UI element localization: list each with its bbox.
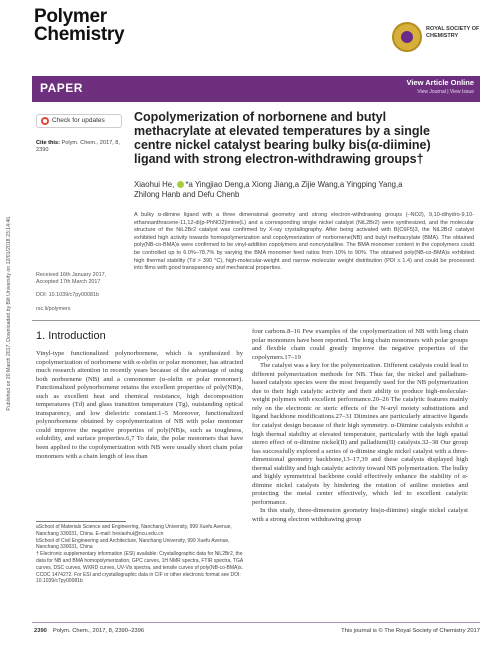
download-note: Published on 20 March 2017. Downloaded by Bilt University on 12/01/2018 23:14:46. — [6, 215, 12, 411]
footnote-divider — [36, 521, 126, 522]
doi[interactable]: DOI: 10.1039/c7py00081b — [36, 292, 99, 299]
intro-paragraph-3: In this study, three-dimension geometry bis(α-diimine) single nickel catalyst with a strong electron withdrawing group — [252, 507, 468, 524]
check-for-updates-label: Check for updates — [52, 117, 105, 124]
introduction-heading: 1. Introduction — [36, 330, 106, 342]
crossmark-icon — [41, 117, 49, 125]
authors-line1-rest: *a Yingjiao Deng,a Xiong Jiang,a Zijie Wang,a Yingping Yang,a — [185, 180, 403, 189]
intro-paragraph-1: Vinyl-type functionalized polynorbornene, which is synthesized by copolymerization of norbornene with α-olefin or polar monomer, has attracted much research attention in recently years because of the advantage of using both norbornene (NB) and a comonomer (α-olefin or polar monomer). Functionalized polynorbornene retains the excellent properties of poly(NB)s, such as excellent heat and chemical resistance, high decomposition temperatures (Td) and glass transition temperature (Tg), outstanding optical transparency, and low dielectric constant.1–5 Moreover, functionalized polynorbornene obtained by copolymerization of NB with polar monomer could improve the negative properties of poly(NB)s, such as toughness, solubility, and surface properties.6,7 To date, the polar monomers that have been applied to the copolymerization with NB were usually short chain polar monomers with a chain length of less than — [36, 350, 243, 460]
view-journal-issue-links[interactable]: View Journal | View Issue — [417, 89, 474, 95]
journal-name-line1: Polymer — [34, 6, 107, 27]
page-number: 2390 — [34, 628, 47, 634]
journal-name — [34, 8, 124, 44]
body-column-left — [36, 350, 243, 461]
footer-citation — [34, 628, 144, 634]
section-divider — [32, 320, 480, 321]
rsc-seal-icon — [392, 22, 422, 52]
download-watermark — [2, 150, 14, 480]
affiliation-b: bSchool of Civil Engineering and Architecture, Nanchang University, 999 Xuefu Avenue, Nanchang 330031, China — [36, 537, 230, 551]
footer-copyright: This journal is © The Royal Society of Chemistry 2017 — [341, 628, 480, 634]
footnotes — [36, 524, 243, 585]
article-title: Copolymerization of norbornene and butyl methacrylate at elevated temperatures by a single centre nickel catalyst bearing bulky bis(α-diimine) ligand with strong electron-withdrawing groups† — [134, 110, 431, 166]
article-type-banner — [32, 76, 480, 102]
received-date: Received 16th January 2017, — [36, 272, 107, 278]
affiliation-a: aSchool of Materials Science and Engineering, Nanchang University, 999 Xuefu Avenue, Nanchang 330031, China. E-mail: hexiaohui@ncu.edu.cn — [36, 524, 232, 537]
journal-name-line2: Chemistry — [34, 24, 125, 45]
view-article-online-link[interactable]: View Article Online — [406, 78, 474, 87]
accepted-date: Accepted 17th March 2017 — [36, 279, 101, 286]
intro-paragraph-2: The catalyst was a key for the polymerization. Different catalysts could lead to different polymerization methods for NB. Thus far, the nickel and palladium-based catalysts species were the most frequently used for the NB polymerization due to their high catalytic activity and their ability to produce high-molecular-weight polymers with excellent performance.20–26 The catalytic features mainly rely on the electronic or steric effects of the N-aryl moiety substitutions and ligand backbone modifications.27–31 Diimines are particularly attractive ligands for catalyst design because of their high symmetry. α-Diimine catalysts exhibit a high thermal stability at elevated temperature, particularly with the high spatial stereo effect of α-diimine nickel(II) and palladium(II) catalysts.32–38 Our group has successfully explored a series of α-diimine single nickel catalyst with a three-dimensional geometry backbone,13–17,39 and these catalysts displayed high thermal stability and high catalytic activity toward NB polymerization. The bulky and highly symmetrical backbone could effectively enhance the stability of α-diimine nickel catalysts by hindering the rotation of aniline moieties and protecting the metal center effectively, which led to excellent catalytic performance. — [252, 362, 468, 506]
rsc-logo — [392, 20, 482, 56]
view-links — [406, 78, 474, 95]
check-for-updates-button[interactable] — [36, 114, 122, 128]
cite-text: Polym. Chem., 2017, 8, 2390 — [36, 140, 120, 153]
orcid-icon[interactable] — [177, 181, 184, 188]
article-dates — [36, 272, 128, 313]
body-column-right — [252, 328, 468, 525]
esi-note: † Electronic supplementary information (ESI) available: Crystallographic data for NiL2Br2, the data for NB and BMA homopolymerization, GPC curves, 1H NMR spectra, FTIR spectra, TGA curves, DSC curves, WXRD curves, UV-Vis spectra, and tensile curves of poly(NB-co-BMA)s. CCDC 1474272. For ESI and crystallographic data in CIF or other electronic format see DOI: 10.1039/c7py00081b — [36, 551, 243, 585]
article-type: PAPER — [40, 81, 83, 95]
abstract: A bulky α-diimine ligand with a three dimensional geometry and strong electron-withdrawing groups (–NO2), 9,10-dihydro-9,10-ethanoanthracene-11,12-di(p-PhNO2)imine(L) and a corresponding single nickel catalyst (NiL2Br2) were synthesized, and the molecular structure of the NiL2Br2 catalyst was confirmed by X-ray crystallography. After being activated with B(C6F5)3, the NiL2Br2 catalyst exhibited high activity towards homopolymerization and copolymerization of norbornene(NB) and butyl methacrylate (BMA). The obtained poly(NB-co-BMA)s were confirmed to be vinyl-addition copolymers and noncrystalline. The BMA monomer content in the copolymers could be controlled up to 6.0%–78.7% by varying the BMA monomer feed ratios from 10% to 90%. The obtained poly(NB-co-BMA)s exhibited high thermal stability (Td > 390 °C), high-molecular-weight and narrow molecular weight distribution (PDI ≤ 1.4) and could be processed into films with good transparency and mechanical properties. — [134, 212, 474, 272]
citation — [36, 140, 126, 154]
author-list — [134, 180, 464, 200]
intro-paragraph-1-cont: four carbons.8–16 Few examples of the copolymerization of NB with long chain polar monomers have been reported. The long chain monomers with polar groups and flexible chain could greatly improve the negative properties of the copolymers.17–19 — [252, 328, 468, 361]
cite-label: Cite this: — [36, 140, 60, 146]
authors-line2: Zhilong Hanb and Defu Chenb — [134, 190, 240, 199]
author-first: Xiaohui He, — [134, 180, 177, 189]
footer-divider — [32, 622, 480, 623]
rsc-logo-text: ROYAL SOCIETY OF CHEMISTRY — [426, 26, 480, 39]
journal-site-link[interactable]: rsc.li/polymers — [36, 305, 71, 312]
footer-journal-ref: Polym. Chem., 2017, 8, 2390–2396 — [52, 628, 145, 634]
